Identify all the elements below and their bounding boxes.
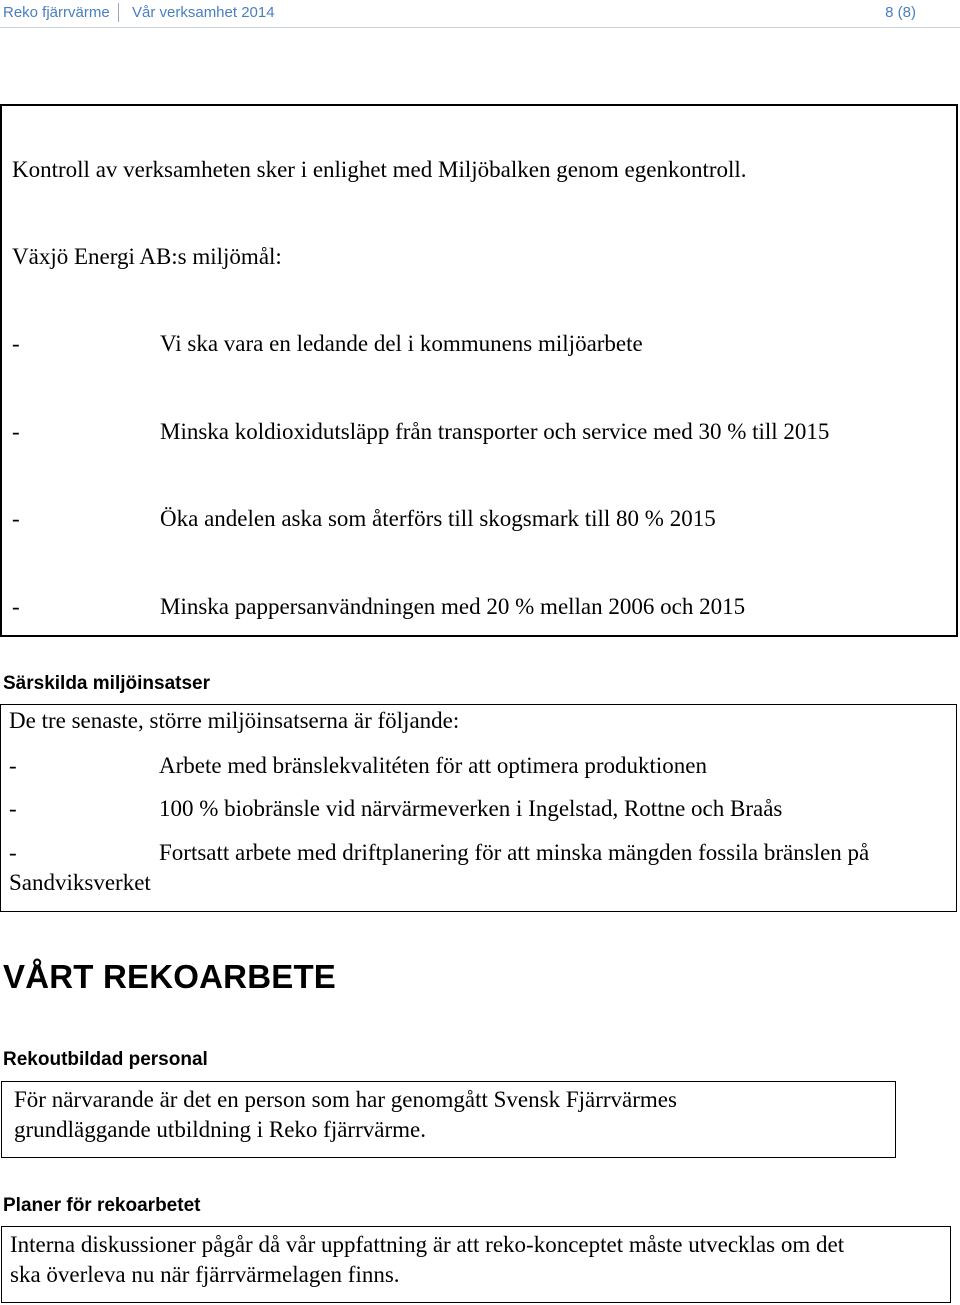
measure-item: Fortsatt arbete med driftplanering för att minska mängden fossila bränslen på <box>159 840 870 865</box>
special-measures-heading: Särskilda miljöinsatser <box>3 673 210 694</box>
environment-goals-box <box>0 104 958 637</box>
trained-staff-line: För närvarande är det en person som har genomgått Svensk Fjärrvärmes <box>14 1087 677 1112</box>
header-separator <box>118 3 119 22</box>
trained-staff-line: grundläggande utbildning i Reko fjärrvärme. <box>14 1117 426 1142</box>
header-page-number: 8 (8) <box>885 4 916 21</box>
plans-heading: Planer för rekoarbetet <box>3 1195 201 1216</box>
plans-line: Interna diskussioner pågår då vår uppfattning är att reko-konceptet måste utvecklas om det <box>10 1232 845 1257</box>
trained-staff-heading: Rekoutbildad personal <box>3 1049 208 1070</box>
measure-item: Arbete med bränslekvalitéten för att optimera produktionen <box>159 753 707 778</box>
goal-item: Minska pappersanvändningen med 20 % mellan 2006 och 2015 <box>160 594 746 619</box>
goal-dash: - <box>12 419 20 444</box>
goal-item: Vi ska vara en ledande del i kommunens miljöarbete <box>160 331 643 356</box>
header-company: Reko fjärrvärme <box>3 4 110 21</box>
goal-dash: - <box>12 594 20 619</box>
special-measures-box <box>0 704 957 912</box>
measure-dash: - <box>9 796 17 821</box>
header-section: Vår verksamhet 2014 <box>132 4 275 21</box>
goal-item: Minska koldioxidutsläpp från transporter och service med 30 % till 2015 <box>160 419 830 444</box>
trained-staff-box <box>1 1081 896 1158</box>
reko-title: VÅRT REKOARBETE <box>3 958 337 995</box>
plans-box <box>1 1226 951 1303</box>
plans-line: ska överleva nu när fjärrvärmelagen finns. <box>10 1262 400 1287</box>
goal-dash: - <box>12 506 20 531</box>
control-text: Kontroll av verksamheten sker i enlighet med Miljöbalken genom egenkontroll. <box>12 157 747 182</box>
goal-item: Öka andelen aska som återförs till skogsmark till 80 % 2015 <box>160 506 716 531</box>
measure-item: 100 % biobränsle vid närvärmeverken i Ingelstad, Rottne och Braås <box>159 796 783 821</box>
measure-dash: - <box>9 840 17 865</box>
special-intro: De tre senaste, större miljöinsatserna är följande: <box>9 708 460 733</box>
measure-dash: - <box>9 753 17 778</box>
measure-continuation: Sandviksverket <box>9 870 151 895</box>
header-rule <box>0 27 960 28</box>
goal-dash: - <box>12 331 20 356</box>
goals-title: Växjö Energi AB:s miljömål: <box>12 244 282 269</box>
page-header <box>0 0 960 26</box>
